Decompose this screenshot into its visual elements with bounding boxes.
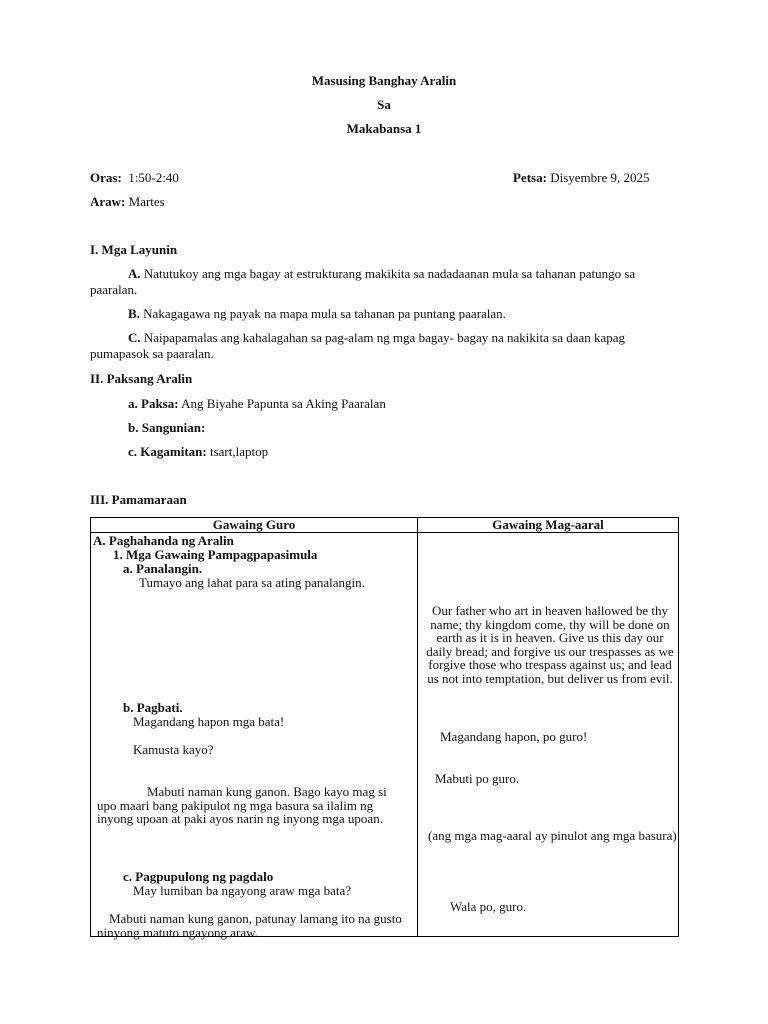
column-header-guro: Gawaing Guro bbox=[91, 518, 418, 533]
title-line-1: Masusing Banghay Aralin bbox=[311, 73, 457, 88]
panalangin-label: a. Panalangin. bbox=[123, 561, 203, 576]
sangunian-row: b. Sangunian: bbox=[128, 420, 206, 435]
pagbati-text-1: Magandang hapon mga bata! bbox=[133, 714, 285, 729]
layunin-heading: I. Mga Layunin bbox=[90, 242, 178, 257]
layunin-item-b: B. Nakagagawa ng payak na mapa mula sa tahanan pa puntang paaralan. bbox=[128, 306, 506, 321]
gawaing-pampagpapasimula-heading: 1. Mga Gawaing Pampagpapasimula bbox=[113, 547, 318, 562]
petsa-label: Petsa: bbox=[513, 170, 547, 185]
layunin-item-a: A. Natutukoy ang mga bagay at estrukturang makikita sa nadadaanan mula sa tahanan patungo sa paaralan. bbox=[90, 266, 636, 297]
mabuti-text: Mabuti naman kung ganon. Bago kayo mag si upo maari bang pakipulot ng mga basura sa ilalim ng inyong upoan at paki ayos narin ng inyong mga upoan. bbox=[97, 784, 387, 826]
oras-row bbox=[90, 170, 179, 186]
araw-value: Martes bbox=[128, 194, 165, 209]
kagamitan-row: c. Kagamitan: tsart,laptop bbox=[128, 444, 269, 459]
title-line-2: Sa bbox=[377, 97, 391, 112]
araw-label: Araw: bbox=[90, 194, 126, 209]
araw-row bbox=[90, 194, 165, 210]
layunin-item-c: C. Naipapamalas ang kahalagahan sa pag-alam ng mga bagay- bagay na nakikita sa daan kapag pumapasok sa paaralan. bbox=[90, 330, 626, 361]
pinulot-response: (ang mga mag-aaral ay pinulot ang mga basura) bbox=[428, 828, 677, 843]
pagdalo-text: May lumiban ba ngayong araw mga bata? bbox=[133, 883, 352, 898]
paksang-aralin-heading: II. Paksang Aralin bbox=[90, 371, 193, 386]
pagbati-text-2: Kamusta kayo? bbox=[133, 742, 214, 757]
panalangin-text: Tumayo ang lahat para sa ating panalangin. bbox=[139, 575, 365, 590]
pagbati-label: b. Pagbati. bbox=[123, 700, 183, 715]
oras-label: Oras: bbox=[90, 170, 122, 185]
paghahanda-heading: A. Paghahanda ng Aralin bbox=[93, 533, 234, 548]
mabuti-response: Mabuti po guro. bbox=[435, 771, 520, 786]
title-line-3: Makabansa 1 bbox=[346, 121, 422, 136]
magaaral-cell bbox=[418, 533, 679, 937]
petsa-row bbox=[513, 170, 649, 186]
guro-cell bbox=[91, 533, 418, 940]
table-row bbox=[91, 533, 679, 937]
pagdalo-label: c. Pagpupulong ng pagdalo bbox=[123, 869, 274, 884]
paksa-row: a. Paksa: Ang Biyahe Papunta sa Aking Paaralan bbox=[128, 396, 386, 411]
column-header-magaaral: Gawaing Mag-aaral bbox=[418, 518, 679, 533]
petsa-value: Disyembre 9, 2025 bbox=[550, 170, 650, 185]
closing-text: Mabuti naman kung ganon, patunay lamang ito na gusto ninyong matuto ngayong araw. bbox=[97, 911, 402, 940]
oras-value: 1:50-2:40 bbox=[128, 170, 179, 185]
greeting-response: Magandang hapon, po guro! bbox=[440, 729, 588, 744]
wala-response: Wala po, guro. bbox=[450, 899, 527, 914]
pamamaraan-table bbox=[90, 517, 679, 940]
table-header-row bbox=[91, 518, 679, 533]
prayer-response: Our father who art in heaven hallowed be thy name; thy kingdom come, thy will be done on earth as it is in heaven. Give us this day our daily bread; and forgive us our trespasses as we forgive those who trespass against us; and lead us not into temptation, but deliver us from evil. bbox=[426, 603, 674, 686]
pamamaraan-heading: III. Pamamaraan bbox=[90, 492, 187, 507]
